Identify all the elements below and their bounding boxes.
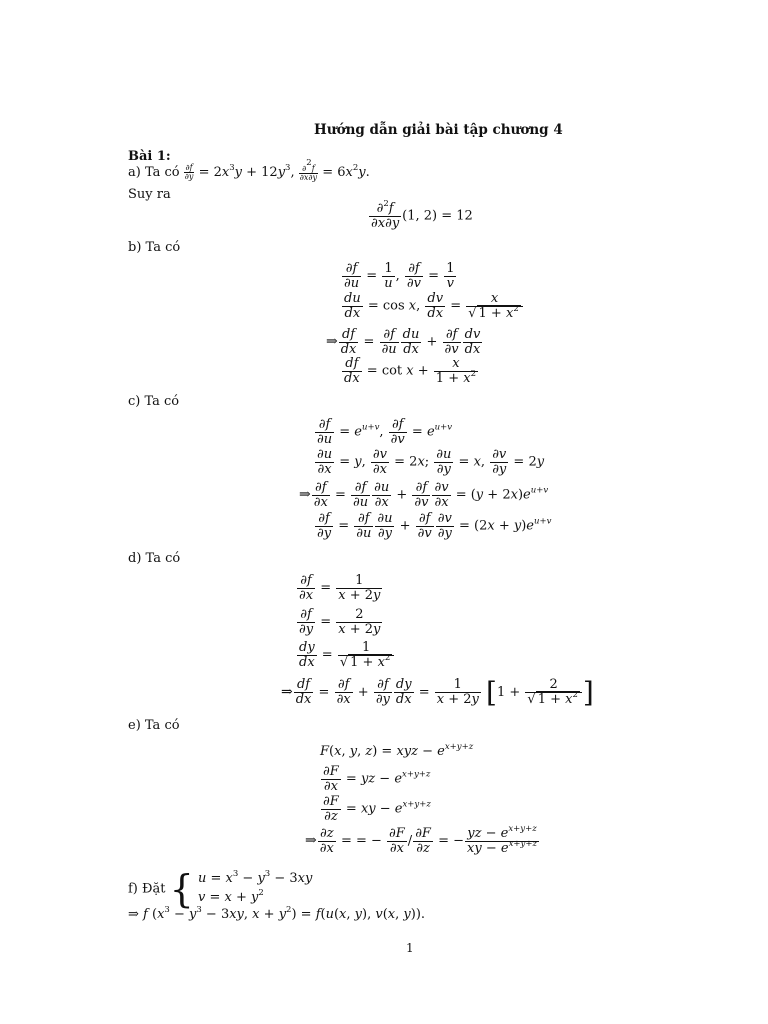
part-b-label: b) Ta có — [128, 240, 181, 255]
formula-e-1: F(x, y, z) = xyz − $e^{x+y+z}$ — [320, 742, 474, 759]
part-f-label: f) Đặt — [128, 881, 166, 897]
formula-d-3: $\frac{dy}{dx}$ = $\frac{1}{√ 1 + x^2}$ — [296, 641, 395, 669]
brace-icon: { — [169, 867, 194, 911]
part-a-line: a) Ta có $\frac{\partial f}{\partial y}$ = $2x^3y + 12y^3$, $\frac{\partial^2f}{\partial x\partial y}$ = $6x^2y$. — [128, 158, 370, 182]
formula-b-1: $\frac{\partial f}{\partial u}$ = $\frac{1}{u}$ , $\frac{\partial f}{\partial v}$ = $\frac{1}{v}$ — [344, 261, 455, 291]
formula-c-1: $\frac{\partial f}{\partial u}$ = $e^{u+v}$, $\frac{\partial f}{\partial v}$ = $e^{u+v}$ — [317, 417, 453, 447]
part-c-label: c) Ta có — [128, 394, 180, 409]
formula-a-result: $\frac{\partial^2f}{\partial x\partial y}$ (1, 2) = 12 — [371, 199, 473, 231]
suy-ra-text: Suy ra — [128, 187, 171, 202]
formula-b-3: ⇒ $\frac{df}{dx}$ = $\frac{\partial f}{\partial u}$ $\frac{du}{dx}$ + $\frac{\partial f}{\partial v}$ $\frac{dv}{dx}$ — [326, 327, 481, 357]
formula: $\frac{\partial f}{\partial y}$ — [184, 162, 194, 181]
formula-d-2: $\frac{\partial f}{\partial y}$ = $\frac{2}{x + 2y}$ — [299, 607, 381, 637]
part-f-line — [128, 867, 313, 911]
formula-e-3: $\frac{\partial F}{\partial z}$ = xy − $e^{x+y+z}$ — [323, 794, 431, 824]
page-title: Hướng dẫn giải bài tập chương 4 — [314, 122, 563, 138]
formula-e-4: ⇒ $\frac{\partial z}{\partial x}$ = = − $\frac{\partial F}{\partial x}$ / $\frac{\partial F}{\partial z}$ = − $\frac{yz - e^{x+y+z}}{xy - e^{x+y+z}}$ — [305, 824, 537, 856]
part-a-label: a) Ta có — [128, 164, 180, 180]
formula-c-3: ⇒ $\frac{\partial f}{\partial x}$ = $\frac{\partial f}{\partial u}$ $\frac{\partial u}{\partial x}$ + $\frac{\partial f}{\partial v}$ $\frac{\partial v}{\partial x}$ = $(y + 2x)e^{u+v}$ — [299, 480, 549, 510]
part-e-label: e) Ta có — [128, 718, 180, 733]
formula-e-2: $\frac{\partial F}{\partial x}$ = yz − $e^{x+y+z}$ — [323, 764, 431, 794]
formula-d-4: ⇒ $\frac{df}{dx}$ = $\frac{\partial f}{\partial x}$ + $\frac{\partial f}{\partial y}$ $\frac{dy}{dx}$ = $\frac{1}{x + 2y}$ [1 + $\frac{2}{√ 1 + x^2}$ ] — [281, 676, 594, 709]
formula-b-2: $\frac{du}{dx}$ = cos x, $\frac{dv}{dx}$ = $\frac{x}{√ 1 + x^2}$ — [341, 292, 524, 320]
exercise-heading: Bài 1: — [128, 149, 171, 164]
formula-c-2: $\frac{\partial u}{\partial x}$ = y, $\frac{\partial v}{\partial x}$ = 2x; $\frac{\partial u}{\partial y}$ = x, $\frac{\partial v}{\partial y}$ = 2y — [317, 447, 545, 477]
formula-f-system: $u = x^3 - y^3 - 3xy$ $v = x + y^2$ — [197, 869, 313, 905]
formula-d-1: $\frac{\partial f}{\partial x}$ = $\frac{1}{x + 2y}$ — [299, 573, 381, 603]
part-d-label: d) Ta có — [128, 551, 181, 566]
formula-f-result: ⇒ f ($x^3 - y^3 - 3xy$, $x + y^2) = f(u(x$, y), v(x, y)). — [128, 905, 426, 922]
formula-c-4: $\frac{\partial f}{\partial y}$ = $\frac{\partial f}{\partial u}$ $\frac{\partial u}{\partial y}$ + $\frac{\partial f}{\partial v}$ $\frac{\partial v}{\partial y}$ = $(2x + y)e^{u+v}$ — [317, 511, 552, 541]
page-number: 1 — [406, 941, 414, 955]
formula-b-4: $\frac{df}{dx}$ = cot x + $\frac{x}{1 + x^2}$ — [344, 356, 476, 386]
